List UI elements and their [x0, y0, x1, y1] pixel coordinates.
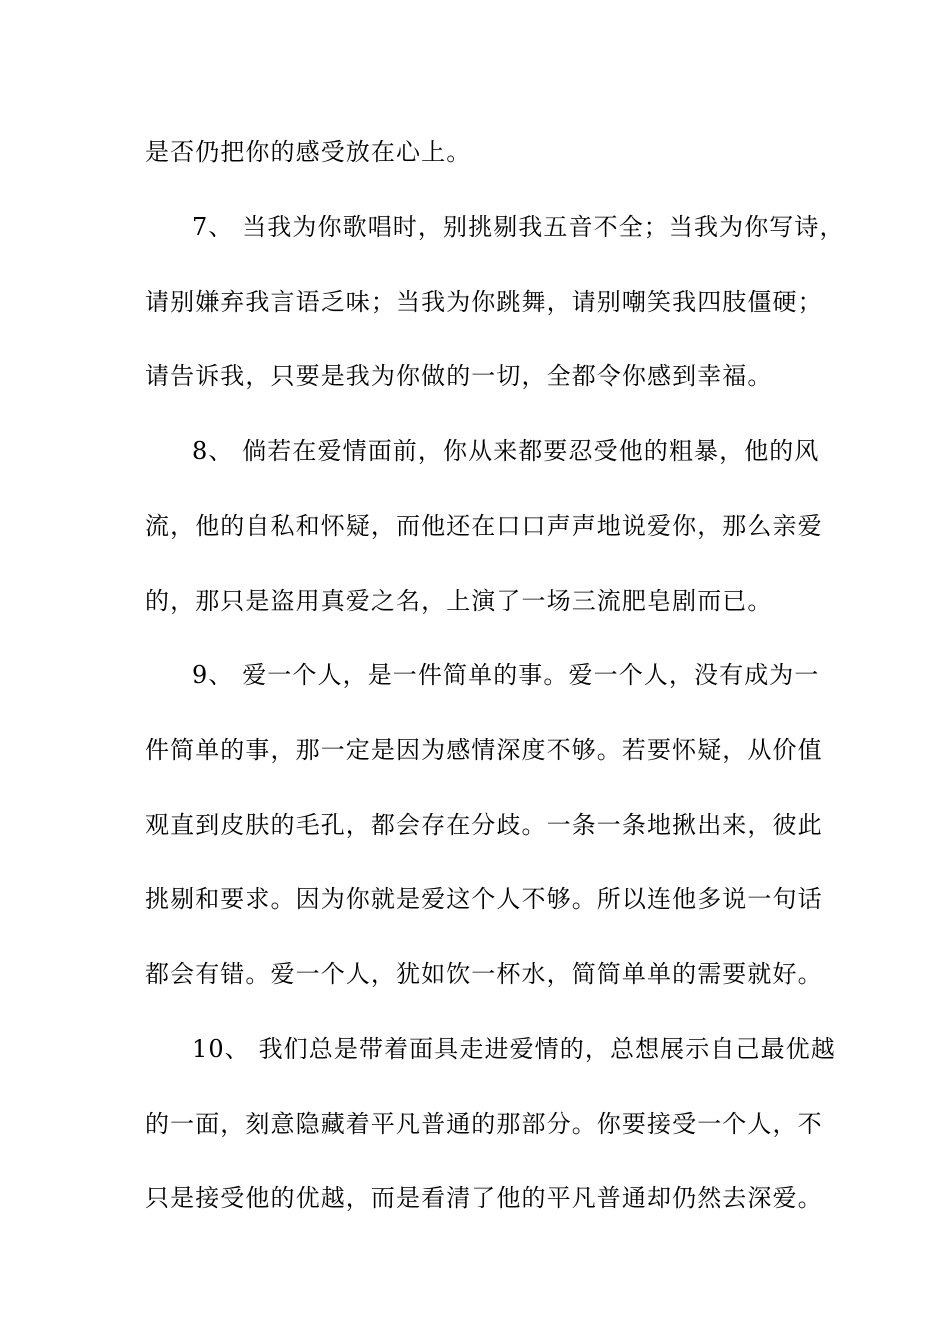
item-9-line-2: 件简单的事，那一定是因为感情深度不够。若要怀疑，从价值	[145, 736, 823, 764]
item-10-line-3: 只是接受他的优越，而是看清了他的平凡普通却仍然去深爱。	[145, 1184, 823, 1212]
item-9-line-4: 挑剔和要求。因为你就是爱这个人不够。所以连他多说一句话	[145, 885, 823, 913]
item-7-line-3: 请告诉我，只要是我为你做的一切，全都令你感到幸福。	[145, 362, 773, 390]
item-8-line-2: 流，他的自私和怀疑，而他还在口口声声地说爱你，那么亲爱	[145, 512, 823, 540]
item-7-line-2: 请别嫌弃我言语乏味；当我为你跳舞，请别嘲笑我四肢僵硬；	[145, 288, 823, 316]
item-9-line-5: 都会有错。爱一个人，犹如饮一杯水，简简单单的需要就好。	[145, 960, 823, 988]
item-9-line-1: 9、 爱一个人，是一件简单的事。爱一个人，没有成为一	[192, 661, 820, 689]
item-10-line-1: 10、 我们总是带着面具走进爱情的，总想展示自己最优越	[192, 1035, 836, 1063]
text-line-1: 是否仍把你的感受放在心上。	[145, 138, 472, 166]
item-9-line-3: 观直到皮肤的毛孔，都会存在分歧。一条一条地揪出来，彼此	[145, 811, 823, 839]
item-7-line-1: 7、 当我为你歌唱时，别挑剔我五音不全；当我为你写诗，	[192, 213, 845, 241]
item-10-line-2: 的一面，刻意隐藏着平凡普通的那部分。你要接受一个人，不	[145, 1110, 823, 1138]
item-8-line-1: 8、 倘若在爱情面前，你从来都要忍受他的粗暴，他的风	[192, 437, 820, 465]
item-8-line-3: 的，那只是盗用真爱之名，上演了一场三流肥皂剧而已。	[145, 587, 773, 615]
